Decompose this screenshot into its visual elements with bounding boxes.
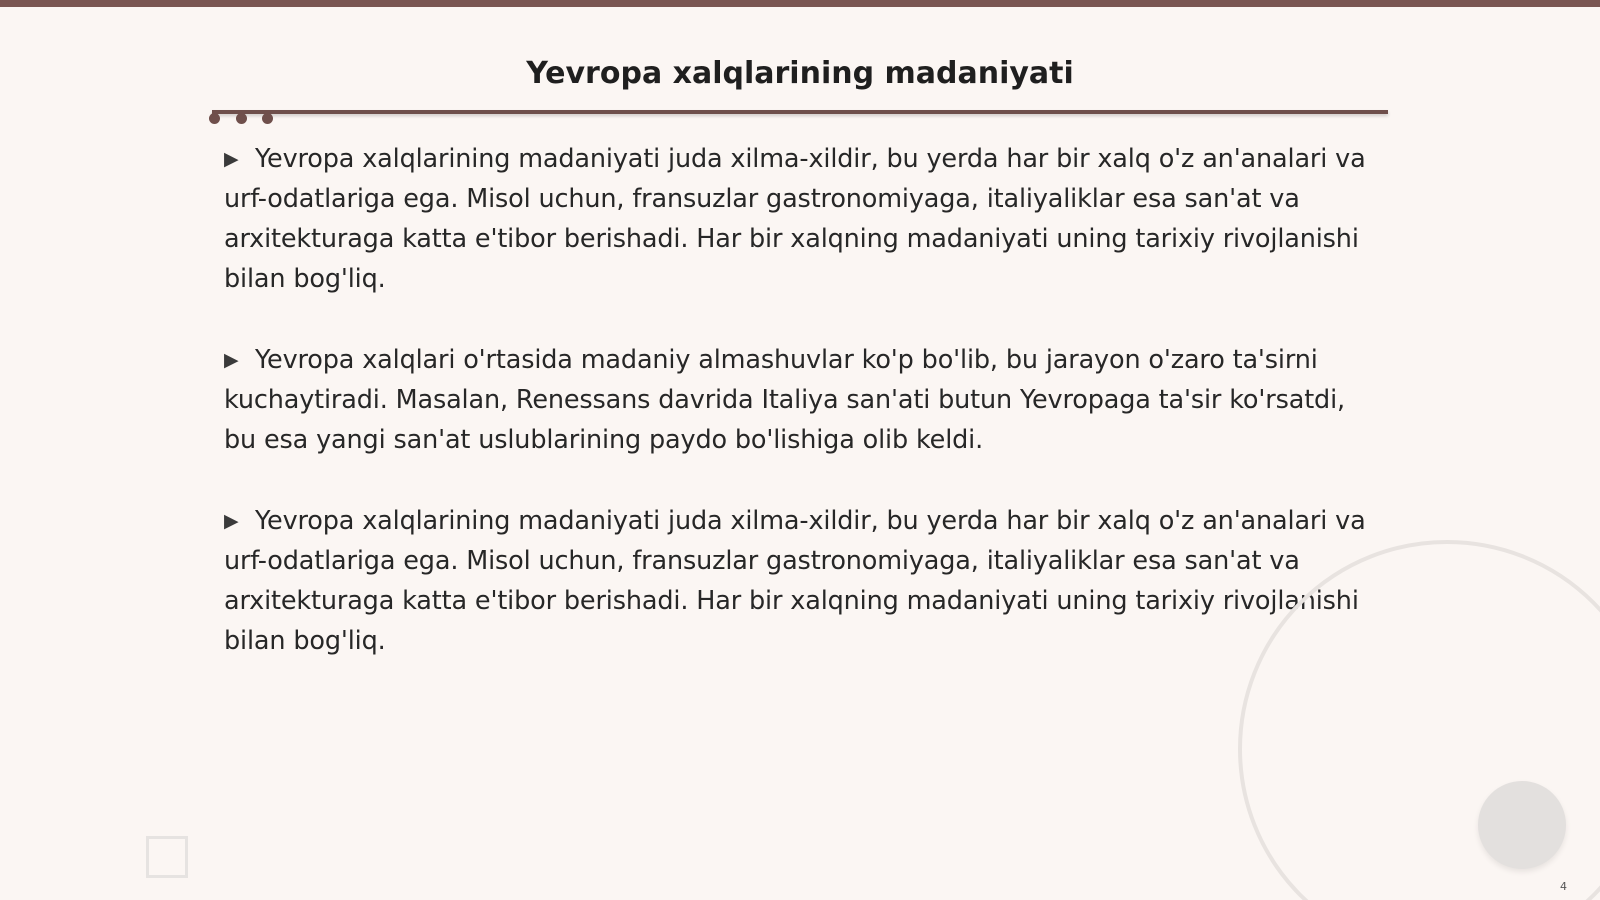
bullet-item: [224, 139, 1369, 299]
decorative-disc: [1478, 781, 1566, 869]
divider-dot: [236, 113, 247, 124]
bullet-list: [224, 139, 1369, 702]
page-number: 4: [1560, 880, 1567, 893]
decorative-square: [146, 836, 188, 878]
bullet-arrow-icon: ▶: [224, 349, 239, 371]
bullet-text: Yevropa xalqlarining madaniyati juda xilma-xildir, bu yerda har bir xalq o'z an'analari va urf-odatlariga ega. Misol uchun, fransuzlar gastronomiyaga, italiyaliklar esa san'at va arxitekturaga katta e'tibor berishadi. Har bir xalqning madaniyati uning tarixiy rivojlanishi bilan bog'liq.: [224, 144, 1366, 294]
bullet-text: Yevropa xalqlarining madaniyati juda xilma-xildir, bu yerda har bir xalq o'z an'analari va urf-odatlariga ega. Misol uchun, fransuzlar gastronomiyaga, italiyaliklar esa san'at va arxitekturaga katta e'tibor berishadi. Har bir xalqning madaniyati uning tarixiy rivojlanishi bilan bog'liq.: [224, 506, 1366, 656]
bullet-arrow-icon: ▶: [224, 148, 239, 170]
title-divider: [212, 110, 1388, 114]
divider-dot: [209, 113, 220, 124]
slide-title: Yevropa xalqlarining madaniyati: [526, 56, 1074, 91]
bullet-arrow-icon: ▶: [224, 510, 239, 532]
top-accent-bar: [0, 0, 1600, 7]
divider-dot: [262, 113, 273, 124]
bullet-item: [224, 340, 1369, 460]
bullet-item: [224, 501, 1369, 661]
bullet-text: Yevropa xalqlari o'rtasida madaniy almashuvlar ko'p bo'lib, bu jarayon o'zaro ta'sirni kuchaytiradi. Masalan, Renessans davrida Italiya san'ati butun Yevropaga ta'sir ko'rsatdi, bu esa yangi san'at uslublarining paydo bo'lishiga olib keldi.: [224, 345, 1345, 455]
